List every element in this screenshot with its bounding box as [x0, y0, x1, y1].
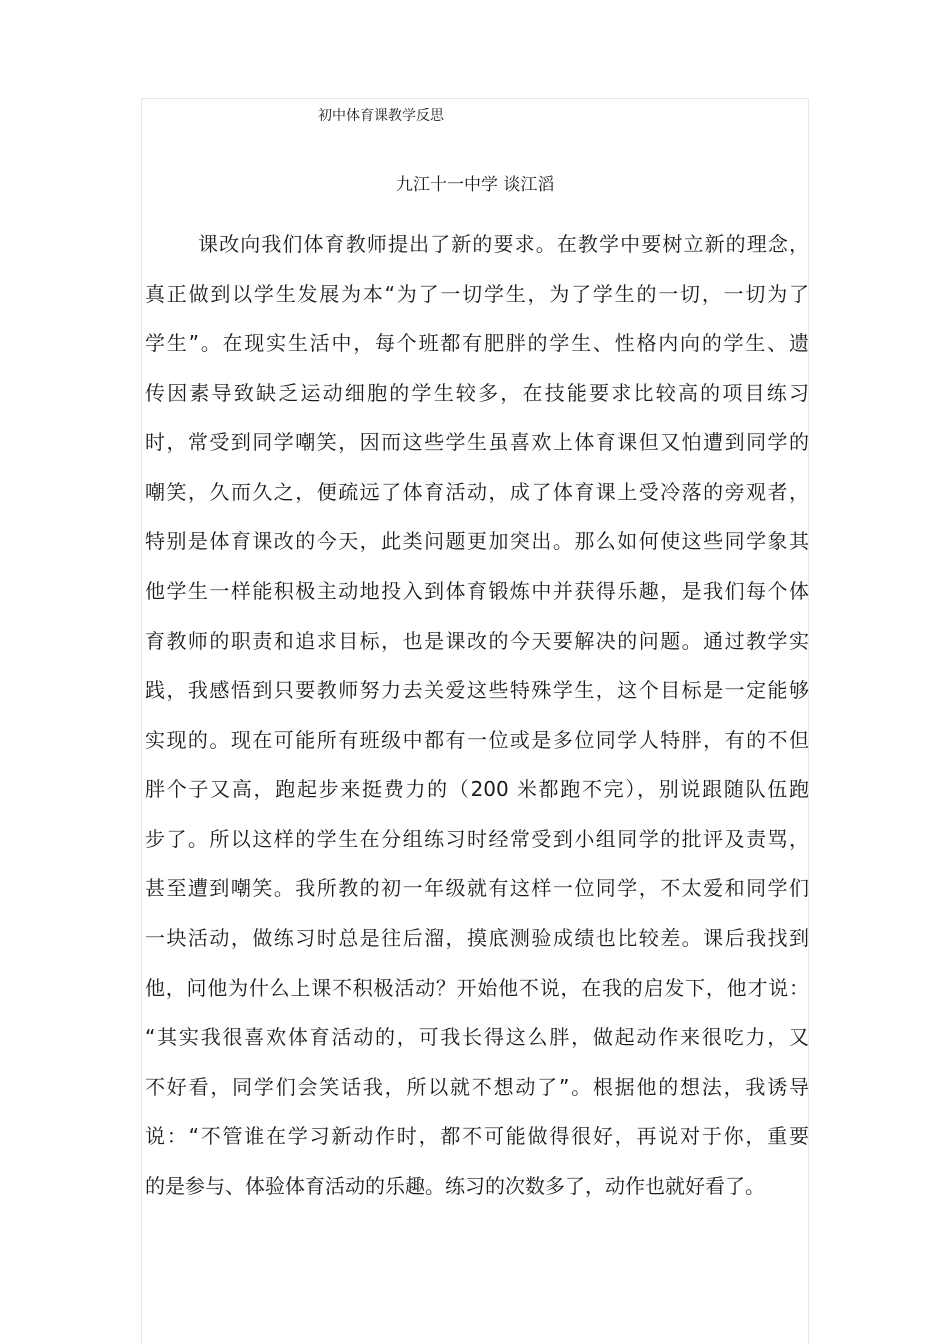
body-line: “其实我很喜欢体育活动的，可我长得这么胖，做起动作来很吃力，又 — [145, 1025, 809, 1049]
body-line: 学生”。在现实生活中，每个班都有肥胖的学生、性格内向的学生、遗 — [145, 331, 809, 355]
body-line: 时，常受到同学嘲笑，因而这些学生虽喜欢上体育课但又怕遭到同学的 — [145, 430, 809, 454]
body-line: 践，我感悟到只要教师努力去关爱这些特殊学生，这个目标是一定能够 — [145, 678, 809, 702]
body-line: 课改向我们体育教师提出了新的要求。在教学中要树立新的理念， — [198, 232, 809, 256]
body-line: 传因素导致缺乏运动细胞的学生较多，在技能要求比较高的项目练习 — [145, 381, 809, 405]
body-line: 步了。所以这样的学生在分组练习时经常受到小组同学的批评及责骂， — [145, 827, 809, 851]
body-line: 他学生一样能积极主动地投入到体育锻炼中并获得乐趣，是我们每个体 — [145, 579, 809, 603]
body-line: 育教师的职责和追求目标，也是课改的今天要解决的问题。通过教学实 — [145, 629, 809, 653]
body-line: 他，问他为什么上课不积极活动？开始他不说，在我的启发下，他才说： — [145, 976, 809, 1000]
body-line: 说：“不管谁在学习新动作时，都不可能做得很好，再说对于你，重要 — [145, 1124, 809, 1148]
author-line: 九江十一中学 谈江滔 — [396, 175, 555, 195]
body-line: 不好看，同学们会笑话我，所以就不想动了”。根据他的想法，我诱导 — [145, 1075, 809, 1099]
body-line: 的是参与、体验体育活动的乐趣。练习的次数多了，动作也就好看了。 — [145, 1174, 765, 1198]
body-line: 特别是体育课改的今天，此类问题更加突出。那么如何使这些同学象其 — [145, 529, 809, 553]
body-line: 胖个子又高，跑起步来挺费力的（200 米都跑不完），别说跟随队伍跑 — [145, 777, 809, 801]
body-line: 一块活动，做练习时总是往后溜，摸底测验成绩也比较差。课后我找到 — [145, 926, 809, 950]
document-heading: 初中体育课教学反思 — [318, 108, 444, 124]
body-line: 真正做到以学生发展为本“为了一切学生，为了学生的一切，一切为了 — [145, 282, 809, 306]
body-line: 实现的。现在可能所有班级中都有一位或是多位同学人特胖，有的不但 — [145, 728, 809, 752]
body-line: 嘲笑，久而久之，便疏远了体育活动，成了体育课上受冷落的旁观者， — [145, 480, 809, 504]
body-line: 甚至遭到嘲笑。我所教的初一年级就有这样一位同学，不太爱和同学们 — [145, 876, 809, 900]
